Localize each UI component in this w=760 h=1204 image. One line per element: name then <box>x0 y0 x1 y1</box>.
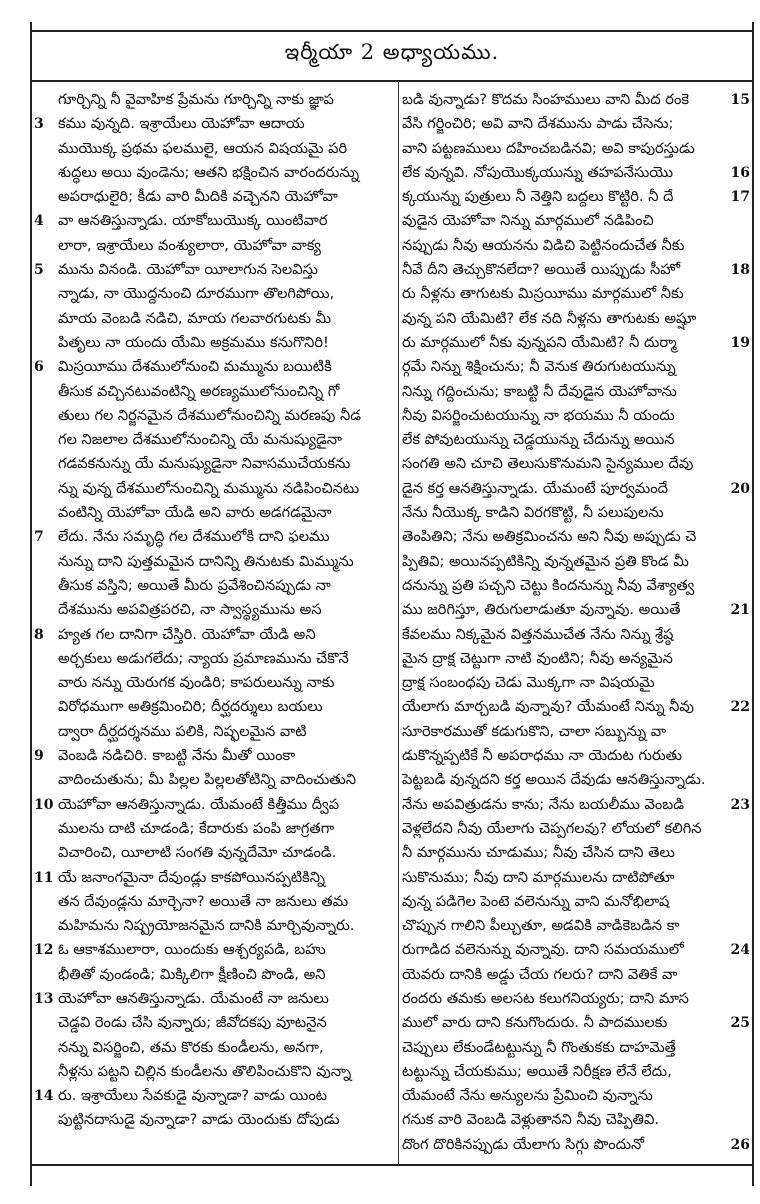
text-line <box>34 404 396 428</box>
text-line <box>34 817 396 841</box>
text-line <box>402 914 750 938</box>
line-text: శుద్ధలు అయి వుండెను; ఆతని భక్షించిన వారందరున్ను <box>58 163 360 181</box>
line-text: యేమంటే నేను అన్యులను ప్రేమించి వున్నాను <box>402 1087 653 1105</box>
line-text: లేక వున్నవి. నోపుయొక్కయున్ను తహపనేసుయొ <box>402 163 674 181</box>
text-line <box>402 161 750 185</box>
line-text: అర్చకులు అడుగలేదు; న్యాయ ప్రమాణమును చేకొనే <box>58 649 349 667</box>
column-divider <box>398 82 399 1164</box>
title-underline-rule <box>30 80 754 82</box>
verse-number: 17 <box>730 189 750 206</box>
text-line <box>402 744 750 768</box>
line-text: క్కయున్ను పుత్రులు నీ నెత్తిని బద్దలు కొట్టిరి. నీ దే <box>402 188 674 206</box>
text-line <box>402 355 750 379</box>
right-frame-rule <box>752 22 754 1186</box>
text-line <box>402 768 750 792</box>
line-text: యెవరు దానికి అడ్డు చేయ గలరు? దాని వెతికే వా <box>402 965 678 983</box>
line-text: భీతితో వుండండి; మిక్కిలిగా క్షీణించి పొండి, అని <box>58 965 326 983</box>
line-text: గల నిజలాల దేశములోనుంచిన్ని యే మనుష్యుడైనా <box>58 431 342 449</box>
line-text: కము వున్నది. ఇశ్రాయేలు యెహోవా ఆదాయ <box>58 115 305 133</box>
top-frame-rule <box>30 30 754 32</box>
line-text: ములను దాటి చూడండి; కేదారుకు పంపి జాగ్రతగా <box>58 819 335 837</box>
text-line <box>402 793 750 817</box>
line-text: అపరాధులైరి; కీడు వారి మీదికి వచ్చెనని యెహోవా <box>58 188 338 206</box>
text-line <box>402 1084 750 1108</box>
line-text: మహిమను నిష్ప్రయోజనమైన దానికి మార్చివున్నారు. <box>58 917 355 935</box>
verse-number: 14 <box>34 1088 54 1105</box>
line-text: డుకొన్నప్పటికే నీ అపరాధము నా యెదుట గురుతు <box>402 747 683 765</box>
verse-number: 20 <box>730 480 750 497</box>
text-line <box>34 987 396 1011</box>
bottom-rule <box>30 1164 754 1166</box>
text-line <box>34 1060 396 1084</box>
text-line <box>34 623 396 647</box>
line-text: పెట్టబడి వున్నదని కర్త అయిన దేవుడు ఆనతిస్తున్నాడు. <box>402 771 706 789</box>
line-text: వుడైన యెహోవా నిన్ను మార్గములో నడిపించి <box>402 212 654 230</box>
text-line <box>402 452 750 476</box>
line-text: రు నీళ్లను తాగుటకు మిస్రయీము మార్గములో నీకు <box>402 285 684 303</box>
text-line <box>402 525 750 549</box>
verse-number: 15 <box>730 92 750 108</box>
text-line <box>34 380 396 404</box>
text-line <box>34 209 396 233</box>
verse-number: 25 <box>730 1015 750 1032</box>
verse-number: 24 <box>730 942 750 959</box>
verse-number: 8 <box>34 626 44 643</box>
text-line <box>402 817 750 841</box>
line-text: లారా, ఇశ్రాయేలు వంశ్యులారా, యెహోవా వాక్య <box>58 236 321 254</box>
line-text: వున్న పని యేమిటి? లేక నది నీళ్లను తాగుటకు అష్షూ <box>402 309 697 327</box>
text-line <box>402 623 750 647</box>
left-column <box>34 88 396 1133</box>
text-line <box>34 137 396 161</box>
line-text: వేసి గర్జించిరి; అవి వాని దేశమును పాడు చేసెను; <box>402 115 674 133</box>
text-line <box>34 185 396 209</box>
line-text: ద్వారా దీర్ఘదర్శనము పలికి, నిష్ఫలమైన వాటి <box>58 722 307 740</box>
text-line <box>402 866 750 890</box>
line-text: విచారించి, యీలాటి సంగతి వున్నదేమో చూడండి. <box>58 844 337 862</box>
line-text: లేదు. నేను సమృద్ధి గల దేశములోకి దాని ఫలము <box>58 528 330 546</box>
text-line <box>402 137 750 161</box>
line-text: మిస్రయీము దేశములోనుంచి మమ్మును బయిటికి <box>58 358 332 376</box>
text-line <box>34 695 396 719</box>
line-text: దనున్ను ప్రతి పచ్చని చెట్టు కిందనున్ను నీవు వేశ్యాత్వ <box>402 576 695 594</box>
line-text: వాని పట్టణములు దహించబడినవి; అవి కాపురస్తుడు <box>402 139 695 157</box>
line-text: దేశమును అపవిత్రపరచి, నా స్వాస్థ్యమును అస <box>58 601 322 619</box>
text-line <box>34 841 396 865</box>
text-line <box>34 282 396 306</box>
verse-number: 19 <box>730 334 750 351</box>
text-line <box>402 890 750 914</box>
text-line <box>34 355 396 379</box>
verse-number: 26 <box>730 1136 750 1153</box>
text-line <box>402 380 750 404</box>
text-line <box>402 209 750 233</box>
line-text: రందరు తమకు అలసట కలుగనియ్యరు; దాని మాస <box>402 989 689 1007</box>
line-text: నీవు విసర్జించుటయున్ను నా భయము నీ యందు <box>402 406 675 424</box>
text-line <box>402 477 750 501</box>
line-text: ముయొక్క ప్రథమ ఫలములై, ఆయన విషయమై పరి <box>58 139 348 157</box>
text-line <box>402 647 750 671</box>
line-text: సూరెకారముతో కడుగుకొని, చాలా సబ్బున్ను వా <box>402 722 667 740</box>
text-line <box>34 477 396 501</box>
text-line <box>34 161 396 185</box>
text-line <box>402 841 750 865</box>
text-line <box>34 307 396 331</box>
text-line <box>402 501 750 525</box>
text-line <box>34 525 396 549</box>
text-line <box>402 282 750 306</box>
line-text: గూర్చిన్ని నీ వైవాహిక ప్రేమను గూర్చిన్ని నాకు జ్ఞాప <box>58 91 334 108</box>
line-text: ము జరిగిస్తూ, తిరుగులాడుతూ వున్నావు. అయితే <box>402 601 681 619</box>
text-line <box>402 331 750 355</box>
line-text: న్ను వున్న దేశములోనుంచిన్ని మమ్మును నడిపించినటు <box>58 479 360 497</box>
line-text: పితృలు నా యందు యేమి అక్రమము కనుగొనిరి! <box>58 333 329 351</box>
text-line <box>402 987 750 1011</box>
line-text: యేలాగు మార్చబడి వున్నావు? యేమంటే నిన్ను నీవు <box>402 698 694 716</box>
line-text: నిన్ను గద్దించును; కాబట్టి నీ దేవుడైన యెహోవాను <box>402 382 677 400</box>
text-line <box>34 112 396 136</box>
text-line <box>402 88 750 112</box>
line-text: నప్పుడు నీవు ఆయనను విడిచి పెట్టినందుచేత నీకు <box>402 236 685 254</box>
line-text: వాదించుతును; మీ పిల్లల పిల్లలతోటిన్ని వాదించుతుని <box>58 771 356 789</box>
line-text: నీళ్లను పట్టని చిల్లిన కుండీలను తొలిపించుకొని వున్నా <box>58 1062 352 1080</box>
line-text: యే జనాంగమైనా దేవుండ్లు కాకపోయినప్పటికిన్ని <box>58 868 325 886</box>
text-line <box>34 938 396 962</box>
text-line <box>402 1133 750 1157</box>
line-text: సుకొనుము; నీవు దాని మార్గములను దాటిపోతూ <box>402 868 675 886</box>
text-line <box>34 914 396 938</box>
line-text: తులు గల నిర్జనమైన దేశములోనుంచిన్ని మరణపు నీడ <box>58 406 362 424</box>
verse-number: 22 <box>730 699 750 716</box>
text-line <box>402 720 750 744</box>
verse-number: 21 <box>730 602 750 619</box>
line-text: సంగతి అని చూచి తెలుసుకొనుమని సైన్యముల దేవు <box>402 455 694 473</box>
text-line <box>402 574 750 598</box>
verse-number: 4 <box>34 213 44 230</box>
text-line <box>34 720 396 744</box>
line-text: తీసుక వచ్చినటువంటిన్ని అరణ్యములోనుంచిన్ని గో <box>58 382 340 400</box>
line-text: వెంబడి నడిచిరి. కాబట్టి నేను మీతో యింకా <box>58 747 296 765</box>
text-line <box>34 1011 396 1035</box>
line-text: దొంగ దొరికినప్పుడు యేలాగు సిగ్గు పొందునో <box>402 1135 645 1153</box>
left-frame-rule <box>30 22 32 1186</box>
text-line <box>402 185 750 209</box>
line-text: మాయ వెంబడి నడిచి, మాయ గలవారగుటకు మీ <box>58 309 332 327</box>
line-text: విరోధముగా అతిక్రమించిరి; దీర్ఘదర్శులు బయలు <box>58 698 323 716</box>
line-text: న్నాడు, నా యొద్దనుంచి దూరముగా తొలగిపోయి, <box>58 285 335 303</box>
line-text: నన్ను విసర్జించి, తమ కొరకు కుండీలను, అనగా, <box>58 1038 324 1056</box>
line-text: గడవకనున్ను యే మనుష్యుడైనా నివాసముచేయకను <box>58 455 351 473</box>
line-text: ప్పితివి; అయినప్పటికిన్ని వున్నతమైన ప్రతి కొండ మీ <box>402 552 689 570</box>
text-line <box>402 550 750 574</box>
text-line <box>402 695 750 719</box>
line-text: నున్ను దాని పుత్తమమైన దానిన్ని తినుటకు మిమ్మును <box>58 552 354 570</box>
right-column <box>402 88 750 1157</box>
line-text: రుగాడిద వలెనున్ను వున్నావు. దాని సమయములో <box>402 941 684 959</box>
line-text: బడి వున్నాడు? కొదమ సింహములు వాని మీద రంకె <box>402 91 689 108</box>
text-line <box>402 1036 750 1060</box>
text-line <box>34 1036 396 1060</box>
line-text: నేను నీయొక్క కాడిని విరగకొట్టి, నీ పలుపులను <box>402 504 664 522</box>
text-line <box>34 671 396 695</box>
text-line <box>34 428 396 452</box>
line-text: లేక పోవుటయున్ను చెడ్డయున్ను చేదున్ను అయిన <box>402 431 675 449</box>
text-line <box>34 258 396 282</box>
line-text: వారు నన్ను యెరుగక వుండిరి; కాపరులున్ను నాకు <box>58 674 335 692</box>
line-text: తెంపితిని; నేను అతిక్రమించను అని నీవు అప్పుడు చె <box>402 528 697 546</box>
verse-number: 23 <box>730 796 750 813</box>
text-line <box>402 963 750 987</box>
line-text: తన దేవుండ్లను మార్చెనా? అయితే నా జనులు తమ <box>58 892 349 910</box>
line-text: చొప్పున గాలిని పీల్చుతూ, అడవికి వాడికెబడిన కా <box>402 917 680 935</box>
line-text: చెప్పులు లేకుండేటట్టున్ను నీ గొంతుకకు దాహమెత్తే <box>402 1038 677 1056</box>
line-text: యెహోవా ఆనతిస్తున్నాడు. యేమంటే కిత్తీము ద్వీప <box>58 795 340 813</box>
text-line <box>34 793 396 817</box>
text-line <box>34 88 396 112</box>
text-line <box>402 307 750 331</box>
line-text: వున్న పడిగెల పెంటె వలెనున్ను వాని మనోభిలాష <box>402 892 670 910</box>
line-text: ఓ ఆకాశములారా, యిందుకు ఆశ్చర్యపడి, బహు <box>58 941 326 959</box>
text-line <box>34 598 396 622</box>
verse-number: 7 <box>34 529 44 546</box>
text-line <box>34 890 396 914</box>
line-text: గనుక వారి వెంబడి వెళ్లుతానని నీవు చెప్పితివి. <box>402 1111 659 1129</box>
line-text: మైన ద్రాక్ష చెట్టుగా నాటి వుంటిని; నీవు అన్యమైన <box>402 649 673 667</box>
line-text: ములో వారు దాని కనుగొందురు. నీ పాదములకు <box>402 1014 668 1032</box>
line-text: మును వినండి. యెహోవా యీలాగున సెలవిస్తు <box>58 261 318 279</box>
verse-number: 6 <box>34 359 44 376</box>
line-text: చెడ్డవి రెండు చేసి వున్నారు; జీవోదకపు వూటనైన <box>58 1014 327 1032</box>
line-text: ర్గమే నిన్ను శిక్షించును; నీ వెనుక తిరుగుటయున్ను <box>402 358 676 376</box>
verse-number: 10 <box>34 796 54 813</box>
text-line <box>402 428 750 452</box>
text-line <box>402 598 750 622</box>
text-line <box>402 1108 750 1132</box>
text-line <box>402 112 750 136</box>
line-text: పుట్టినదాసుడై వున్నాడా? వాడు యెందుకు దోపుడు <box>58 1111 340 1129</box>
text-line <box>402 234 750 258</box>
chapter-title: ఇర్మీయా 2 అధ్యాయము. <box>284 40 500 64</box>
text-line <box>34 501 396 525</box>
line-text: నేను అపవిత్రుడను కాను; నేను బయలీము వెంబడి <box>402 795 685 813</box>
verse-number: 12 <box>34 942 54 959</box>
line-text: టట్టున్ను చేయకుము; అయితే నిరీక్షణ లేనే లేదు, <box>402 1062 672 1080</box>
text-line <box>402 938 750 962</box>
line-text: డైన కర్త ఆనతిస్తున్నాడు. యేమంటే పూర్వమందే <box>402 479 668 497</box>
verse-number: 3 <box>34 116 44 133</box>
text-line <box>402 1011 750 1035</box>
line-text: నీవే దీని తెచ్చుకొనలేదా? అయితే యిప్పుడు సీహో <box>402 261 680 279</box>
text-line <box>34 1084 396 1108</box>
line-text: కేవలము నిక్కమైన విత్తనముచేత నేను నిన్ను శ్రేష్ఠ <box>402 625 674 643</box>
line-text: యెహోవా ఆనతిస్తున్నాడు. యేమంటే నా జనులు <box>58 989 329 1007</box>
text-line <box>34 1108 396 1132</box>
text-line <box>34 234 396 258</box>
verse-number: 11 <box>34 869 54 886</box>
verse-number: 5 <box>34 262 44 279</box>
text-line <box>34 331 396 355</box>
verse-number: 18 <box>730 262 750 279</box>
line-text: రు మార్గములో నీకు వున్నపని యేమిటి? నీ దుర్మా <box>402 333 677 351</box>
line-text: ద్రాక్ష సంబంధపు చెడు మొక్కగా నా విషయమై <box>402 674 655 692</box>
line-text: హ్యత గల దానిగా చేస్తిరి. యెహోవా యేడి అని <box>58 625 316 643</box>
text-line <box>34 647 396 671</box>
text-line <box>402 404 750 428</box>
text-line <box>34 744 396 768</box>
line-text: వంటిన్ని యెహోవా యేడి అని వారు అడగడమైనా <box>58 504 332 522</box>
line-text: నీ మార్గమును చూడుము; నీవు చేసిన దాని తెలు <box>402 844 675 862</box>
text-line <box>34 452 396 476</box>
verse-number: 13 <box>34 990 54 1007</box>
verse-number: 16 <box>730 164 750 181</box>
text-line <box>34 768 396 792</box>
line-text: వెళ్లలేదని నీవు యేలాగు చెప్పగలవు? లోయలో కలిగిన <box>402 819 702 837</box>
line-text: రు. ఇశ్రాయేలు సేవకుడై వున్నాడా? వాడు యింట <box>58 1087 327 1105</box>
text-line <box>402 1060 750 1084</box>
text-line <box>34 963 396 987</box>
text-line <box>34 574 396 598</box>
text-line <box>402 258 750 282</box>
line-text: వా ఆనతిస్తున్నాడు. యాకోబుయొక్క యింటివార <box>58 212 328 230</box>
line-text: తీసుక వస్తిని; అయితే మీరు ప్రవేశించినప్పుడు నా <box>58 576 331 594</box>
text-line <box>34 550 396 574</box>
text-line <box>34 866 396 890</box>
text-line <box>402 671 750 695</box>
verse-number: 9 <box>34 748 44 765</box>
